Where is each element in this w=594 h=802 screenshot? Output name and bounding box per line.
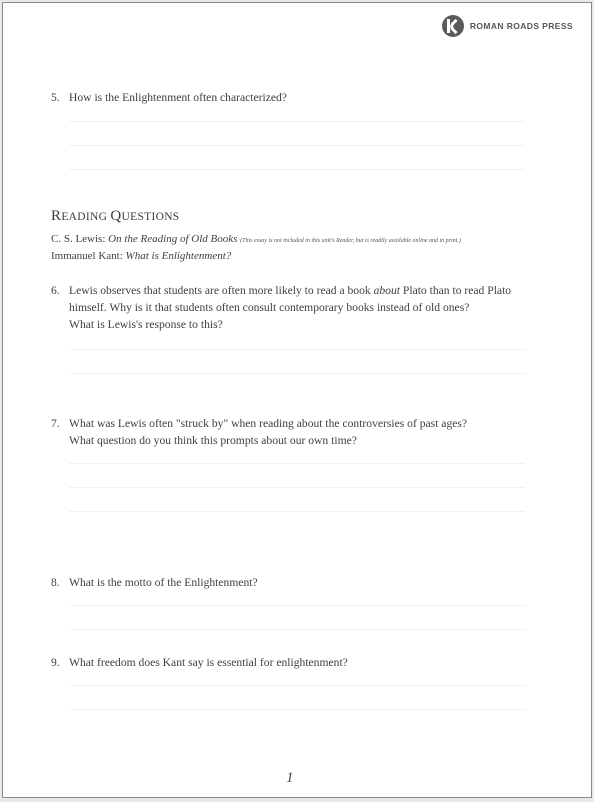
source-note: (This essay is not included in this unit's Reader, but is readily available online and in print.)	[240, 238, 461, 244]
question-text: How is the Enlightenment often characterized?	[69, 91, 287, 104]
question-8	[51, 574, 551, 591]
roman-roads-logo-icon	[442, 15, 464, 37]
section-title: READING QUESTIONS	[51, 208, 180, 224]
source-lewis	[51, 233, 461, 245]
answer-lines-7[interactable]	[69, 463, 525, 535]
question-number: 6.	[51, 284, 60, 297]
answer-lines-9[interactable]	[69, 685, 525, 733]
question-number: 5.	[51, 91, 60, 104]
worksheet-page	[2, 2, 592, 798]
source-author: Immanuel Kant:	[51, 250, 126, 262]
question-text: What is the motto of the Enlightenment?	[69, 576, 258, 589]
question-5	[51, 89, 551, 106]
publisher-brand	[442, 15, 573, 37]
question-7: 7. What was Lewis often "struck by" when reading about the controversies of past ages? What question do you think this prompts about our own time?	[51, 417, 468, 447]
answer-lines-6[interactable]	[69, 349, 525, 397]
source-author: C. S. Lewis:	[51, 233, 109, 245]
source-title: On the Reading of Old Books	[108, 233, 238, 245]
question-text: What freedom does Kant say is essential for enlightenment?	[69, 656, 348, 669]
question-9	[51, 654, 551, 671]
question-6: 6. Lewis observes that students are often more likely to read a book about Plato than to read Plato himself. Why is it that students often consult contemporary books instead of old ones? What is Lewis's response to this?	[51, 284, 512, 331]
question-number: 8.	[51, 576, 60, 589]
publisher-name: ROMAN ROADS PRESS	[469, 21, 573, 31]
page-number: 1	[286, 770, 294, 786]
question-number: 7.	[51, 417, 60, 430]
answer-lines-5[interactable]	[69, 121, 525, 193]
question-number: 9.	[51, 656, 60, 669]
source-kant	[51, 250, 231, 262]
answer-lines-8[interactable]	[69, 605, 525, 653]
source-title: What is Enlightenment?	[125, 250, 232, 262]
